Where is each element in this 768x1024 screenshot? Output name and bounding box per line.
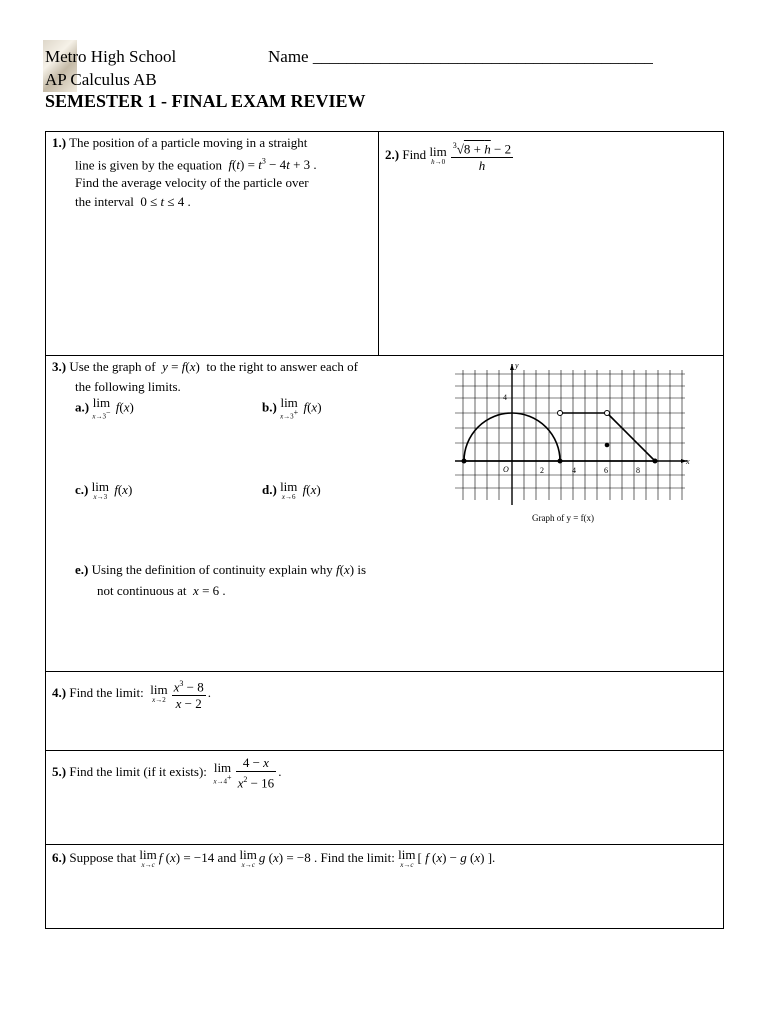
q2-number: 2.) <box>385 147 400 163</box>
q4-text: Find the limit: <box>69 685 144 701</box>
graph-open-dot-x3 <box>558 411 563 416</box>
q1-line4 <box>75 192 191 211</box>
q3c-limit: lim x→3 <box>91 479 109 502</box>
q2-line <box>385 138 515 174</box>
name-line: Name ________________________________________ <box>268 47 653 66</box>
q3d-limit: lim x→6 <box>280 479 298 502</box>
q4-line: 4.) Find the limit: lim x→2 $\frac{x^3 - 8}{x - 2}$ . <box>52 676 211 712</box>
course-name: AP Calculus AB <box>45 70 157 89</box>
q6-limit-g: lim x→c <box>239 847 257 870</box>
q3e-label: e.) <box>75 562 89 577</box>
q3-text-1a: Use the graph of <box>69 359 156 374</box>
q3e-text-1a: Using the definition of continuity explain why <box>91 562 333 577</box>
q4-number: 4.) <box>52 685 67 701</box>
graph-descending-segment <box>607 413 655 461</box>
q1-line2 <box>75 152 317 174</box>
q5-limit: lim x→4+ <box>213 759 232 785</box>
q3e-text-2: not continuous at <box>97 583 187 598</box>
graph-origin-label: O <box>503 465 509 474</box>
q2-text: Find <box>402 147 427 163</box>
q6-limit-f: lim x→c <box>139 847 157 870</box>
q3b-label: b.) <box>262 399 277 415</box>
q1-text-4: the interval <box>75 194 134 209</box>
q5-fraction: $\frac{4 - x}{x^2 - 16}$ <box>237 755 275 791</box>
q3-number: 3.) <box>52 359 67 374</box>
q3e-line2: not continuous at x = 6 . <box>97 583 226 598</box>
q5-text: Find the limit (if it exists): <box>69 764 207 780</box>
school-name: Metro High School <box>45 47 177 66</box>
q1-text-2: line is given by the equation <box>75 157 222 173</box>
q6-number: 6.) <box>52 850 67 865</box>
q1-text-3: Find the average velocity of the particle over <box>75 175 309 190</box>
graph-dot-right <box>653 459 658 464</box>
graph-tick-x2: 2 <box>540 466 544 475</box>
q3d: d.) lim x→6 f(x) <box>262 479 321 502</box>
graph-caption: Graph of y = f(x) <box>532 513 595 523</box>
graph-grid <box>455 370 685 500</box>
graph-tick-y4: 4 <box>503 393 507 402</box>
q6-limit-diff: lim x→c <box>398 847 416 870</box>
graph-axes <box>455 364 687 505</box>
graph-x-label: x <box>686 457 690 466</box>
graph-dot-left <box>462 459 467 464</box>
graph-dot-x6 <box>605 443 610 448</box>
q1-line1 <box>52 133 307 152</box>
q3e-text-1b: is <box>357 562 367 577</box>
q4-fraction: $\frac{x^3 - 8}{x - 2}$ <box>172 676 206 712</box>
q1-number: 1.) <box>52 135 67 150</box>
q2-fraction: $\frac{^3√8 + h - 2}{h}$ <box>451 138 513 174</box>
graph-dot-x3-bottom <box>558 459 563 464</box>
q3c: c.) lim x→3 f(x) <box>75 479 133 502</box>
q3b: b.) lim x→3+ f(x) <box>262 395 322 421</box>
q6-text-b: and <box>217 850 237 865</box>
graph-tick-x4: 4 <box>572 466 576 475</box>
q3a-limit: lim x→3− <box>92 395 111 421</box>
q6-text-c: . Find the limit: <box>314 850 395 865</box>
q1-interval: 0 ≤ t ≤ 4 . <box>140 194 191 209</box>
page-title: SEMESTER 1 - FINAL EXAM REVIEW <box>45 91 366 111</box>
q3a: a.) lim x→3− f(x) <box>75 395 134 421</box>
q6-line: 6.) Suppose that lim x→c f (x) = −14 and lim x→c g (x) = −8 . Find the limit: lim x→c [ f (x) − g (x) ]. <box>52 847 496 870</box>
graph-open-dot-x6 <box>605 411 610 416</box>
q5-line: 5.) Find the limit (if it exists): lim x→4+ $\frac{4 - x}{x^2 - 16}$ . <box>52 755 282 791</box>
graph-y-label: y <box>515 361 519 370</box>
q3c-label: c.) <box>75 482 89 497</box>
graph-tick-x8: 8 <box>636 466 640 475</box>
q5-number: 5.) <box>52 764 67 780</box>
q2-limit: lim h→0 <box>429 144 447 167</box>
q6-text-a: Suppose that <box>69 850 137 865</box>
q1-text-1: The position of a particle moving in a straight <box>69 135 308 150</box>
q3-text-1b: to the right to answer each of <box>206 359 358 374</box>
q1-equation: $f(t) = t^3 - 4t + 3$ . <box>228 157 317 173</box>
q3-text-2: the following limits. <box>75 379 181 394</box>
q4-limit: lim x→2 <box>150 682 168 705</box>
q3b-limit: lim x→3+ <box>280 395 299 421</box>
q3-line1: 3.) Use the graph of y = f(x) to the right to answer each of <box>52 359 358 374</box>
q3d-label: d.) <box>262 482 277 497</box>
graph-tick-x6: 6 <box>604 466 608 475</box>
q3a-label: a.) <box>75 399 90 415</box>
function-graph <box>455 360 695 510</box>
q3e-line1: e.) Using the definition of continuity explain why f(x) is <box>75 562 367 577</box>
